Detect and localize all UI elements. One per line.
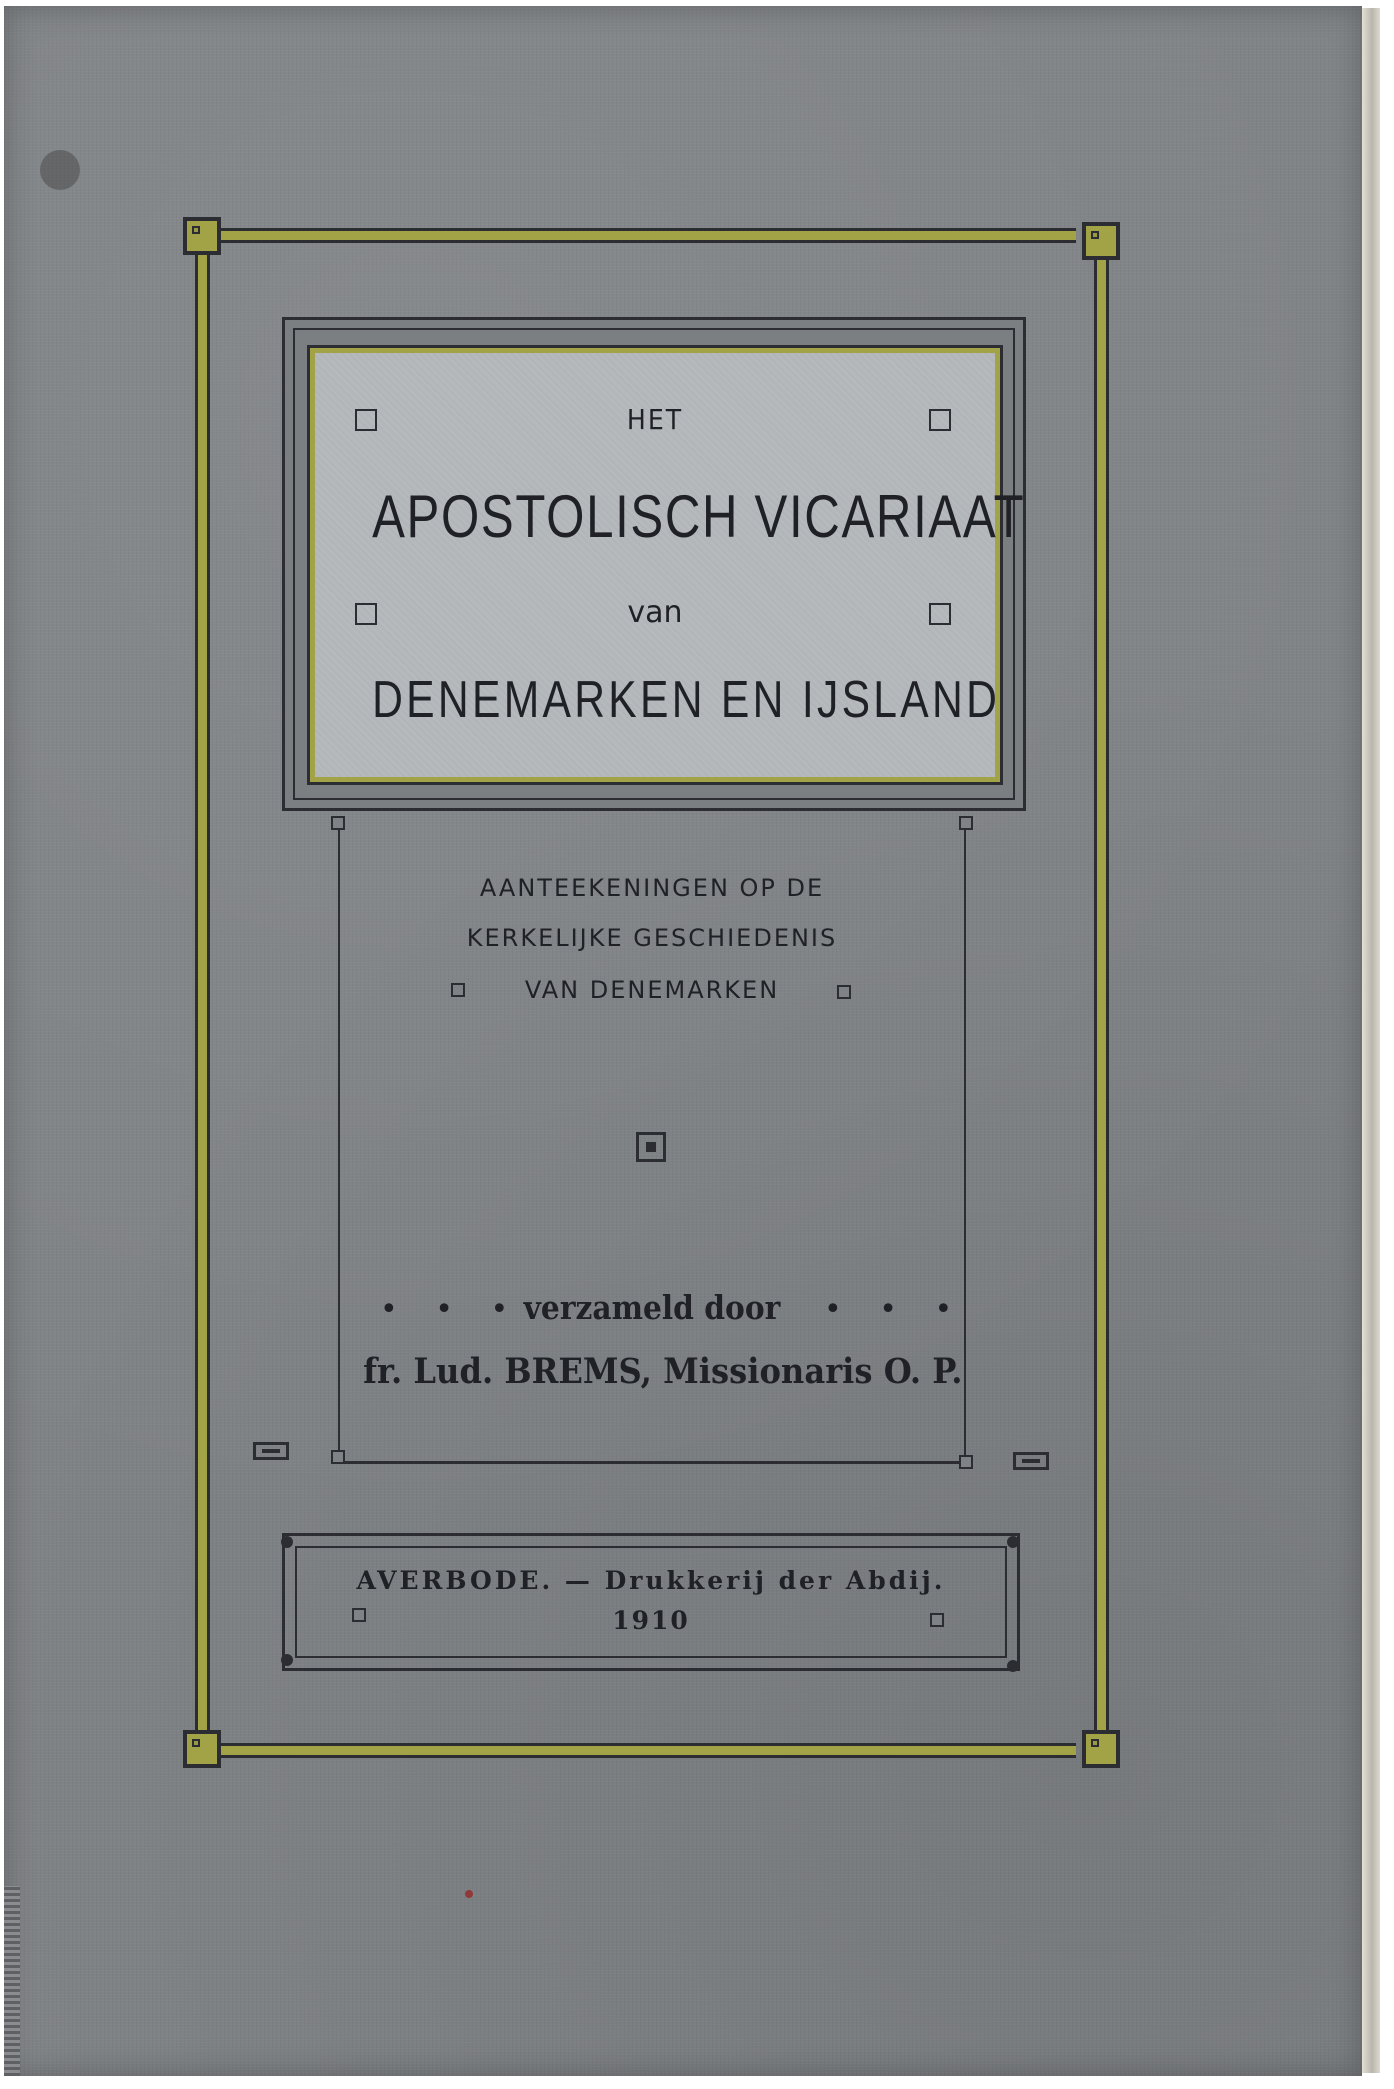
dot-ornament: [281, 1536, 293, 1548]
author: fr. Lud. BREMS, Missionaris O. P.: [363, 1351, 963, 1392]
frame-line: [207, 252, 210, 1737]
corner-ornament: [183, 1730, 221, 1768]
side-ornament: [1013, 1452, 1049, 1470]
corner-ornament: [183, 217, 221, 255]
square-ornament: [451, 983, 465, 997]
center-ornament: [636, 1132, 666, 1162]
description-line-2: KERKELIJKE GESCHIEDENIS: [466, 924, 838, 952]
publisher-box: [282, 1533, 1020, 1671]
title-van: van: [627, 595, 683, 630]
dot-ornament: [1007, 1660, 1019, 1672]
spine-wear: [4, 1886, 20, 2076]
title-het: HET: [626, 403, 684, 436]
frame-line: [218, 231, 1076, 240]
box-corner-ornament: [331, 1450, 345, 1464]
description-line-1: AANTEEKENINGEN OP DE: [479, 874, 825, 902]
frame-line: [218, 240, 1076, 243]
description-line-3: VAN DENEMARKEN: [524, 976, 780, 1004]
frame-line: [198, 252, 207, 1737]
box-corner-ornament: [331, 816, 345, 830]
publication-year: 1910: [612, 1606, 690, 1635]
side-ornament: [253, 1442, 289, 1460]
frame-line: [218, 1746, 1076, 1755]
corner-ornament: [1082, 1730, 1120, 1768]
box-corner-ornament: [959, 816, 973, 830]
dot-ornament: [1007, 1536, 1019, 1548]
stain-mark: [40, 150, 80, 190]
title-subtitle: DENEMARKEN EN IJSLAND: [372, 671, 1001, 729]
dot-ornament: [281, 1654, 293, 1666]
box-corner-ornament: [959, 1455, 973, 1469]
frame-line: [1106, 258, 1109, 1737]
dot-ornament: • • •: [824, 1292, 967, 1327]
publisher: AVERBODE. — Drukkerij der Abdij.: [356, 1566, 946, 1595]
title-main: APOSTOLISCH VICARIAAT: [372, 483, 1026, 550]
compiled-by: verzameld door: [523, 1288, 781, 1327]
publisher-box-inner-rule: [295, 1546, 1007, 1658]
square-ornament: [837, 985, 851, 999]
frame-line: [1097, 258, 1106, 1737]
stain-mark: [465, 1890, 473, 1898]
dot-ornament: • • •: [380, 1292, 523, 1327]
corner-ornament: [1082, 222, 1120, 260]
frame-line: [218, 1755, 1076, 1758]
